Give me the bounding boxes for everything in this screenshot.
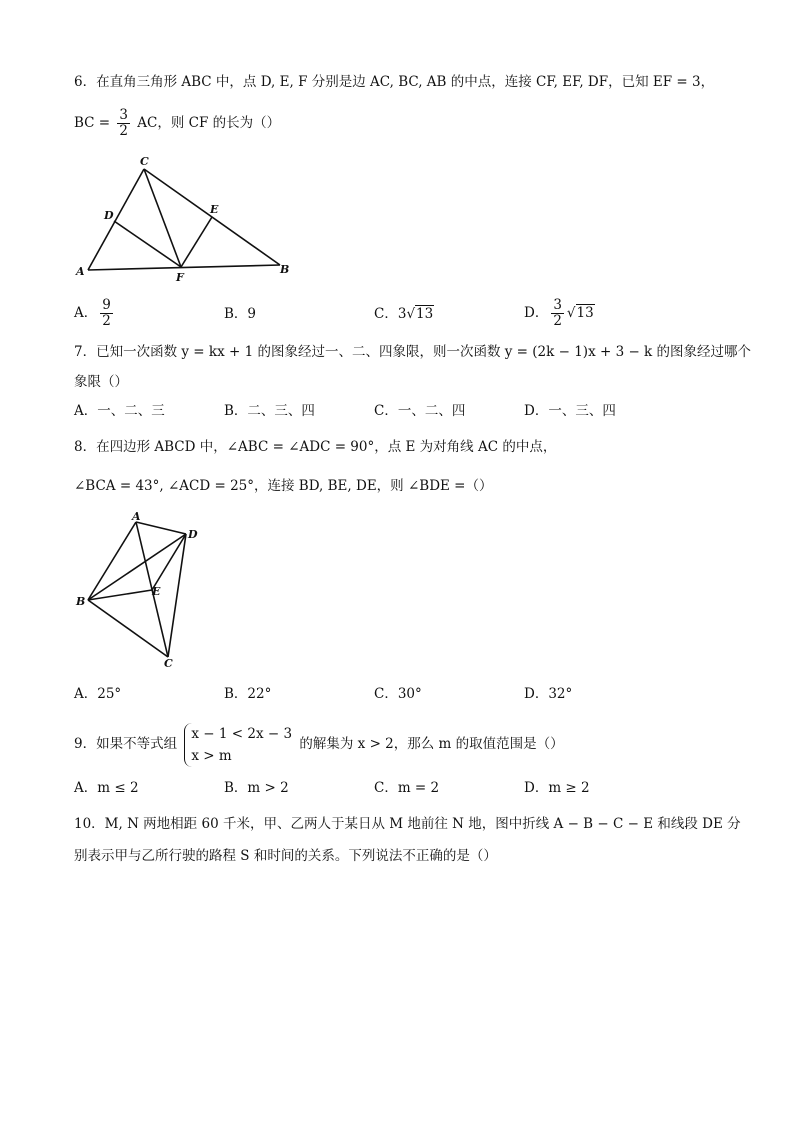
q6-label-E: E	[210, 203, 219, 216]
q8-stem-line1: 8．在四边形 ABCD 中，∠ABC = ∠ADC = 90°，点 E 为对角线 AC 的中点，	[74, 439, 557, 455]
q8-option-c[interactable]: C．30°	[374, 686, 422, 702]
q8-label-B: B	[76, 595, 86, 608]
q6-options	[74, 298, 734, 328]
q9-option-c[interactable]: C．m = 2	[374, 780, 440, 796]
q8-options	[74, 684, 734, 714]
q6-option-c[interactable]: C．3√13	[374, 306, 434, 322]
q6-stem-line2: BC = $\frac{3}{2}$ AC，则 CF 的长为（）	[74, 107, 281, 139]
q10-stem-line1: 10．M, N 两地相距 60 千米，甲、乙两人于某日从 M 地前往 N 地，图中折线 A − B − C − E 和线段 DE 分	[74, 816, 741, 832]
q6-stem-line1: 6．在直角三角形 ABC 中，点 D, E, F 分别是边 AC, BC, AB 的中点，连接 CF, EF, DF，已知 EF = 3，	[74, 74, 715, 90]
q6-label-A: A	[76, 265, 85, 278]
q9-option-d[interactable]: D．m ≥ 2	[524, 780, 590, 796]
q6-label-D: D	[104, 209, 114, 222]
q8-option-d[interactable]: D．32°	[524, 686, 573, 702]
q8-quadrilateral-figure	[74, 510, 214, 670]
q8-option-b[interactable]: B．22°	[224, 686, 272, 702]
q7-stem-line1: 7．已知一次函数 y = kx + 1 的图象经过一、二、四象限，则一次函数 y = (2k − 1)x + 3 − k 的图象经过哪个	[74, 344, 752, 360]
q6-label-B: B	[280, 263, 290, 276]
q10-stem-line2: 别表示甲与乙所行驶的路程 S 和时间的关系。下列说法不正确的是（）	[74, 848, 497, 864]
q8-stem-line2: ∠BCA = 43°, ∠ACD = 25°，连接 BD, BE, DE，则 ∠BDE =（）	[74, 478, 493, 494]
q7-option-d[interactable]: D．一、三、四	[524, 403, 616, 419]
q6-label-C: C	[140, 155, 149, 168]
q6-triangle-figure	[74, 155, 294, 285]
q7-stem-line2: 象限（）	[74, 374, 128, 390]
q8-option-a[interactable]: A．25°	[74, 686, 122, 702]
q8-label-E: E	[152, 585, 161, 598]
q7-options	[74, 401, 734, 431]
q9-options	[74, 778, 734, 808]
inequality-system: x − 1 < 2x − 3 x > m	[184, 723, 292, 767]
q9-option-b[interactable]: B．m > 2	[224, 780, 289, 796]
q8-label-D: D	[188, 528, 198, 541]
q9-stem: 9．如果不等式组 x − 1 < 2x − 3 x > m 的解集为 x > 2，那么 m 的取值范围是（）	[74, 720, 564, 768]
q6-option-a[interactable]: A． $\frac{9}{2}$	[74, 297, 111, 329]
q9-option-a[interactable]: A．m ≤ 2	[74, 780, 139, 796]
q7-option-a[interactable]: A．一、二、三	[74, 403, 165, 419]
q8-label-A: A	[132, 510, 141, 523]
q7-option-b[interactable]: B．二、三、四	[224, 403, 315, 419]
q8-label-C: C	[164, 657, 173, 670]
q6-option-d[interactable]: D． $\frac{3}{2}$ √13	[524, 297, 594, 329]
q6-label-F: F	[176, 271, 184, 284]
q7-option-c[interactable]: C．一、二、四	[374, 403, 466, 419]
fraction: $\frac{3}{2}$	[119, 107, 128, 139]
q6-option-b[interactable]: B．9	[224, 306, 257, 322]
